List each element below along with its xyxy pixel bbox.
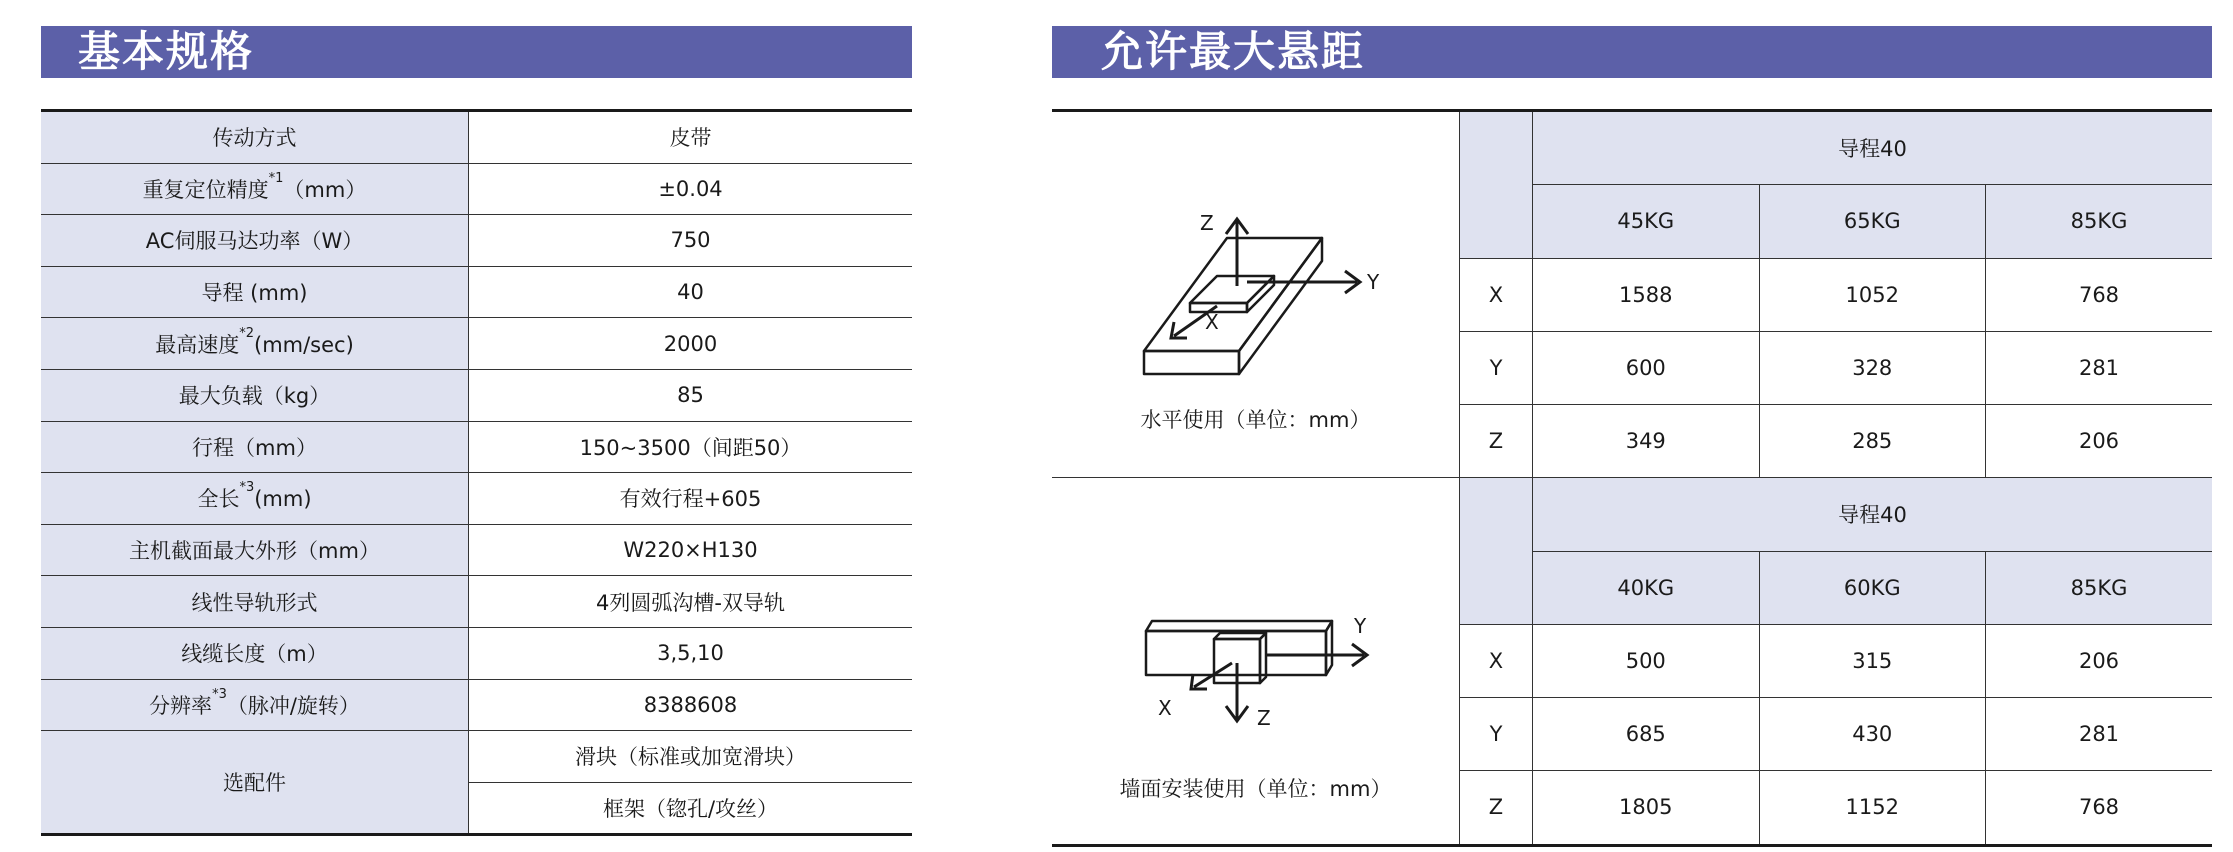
spec-label: 线缆长度（m） (181, 642, 328, 667)
spec-label-cell (41, 266, 469, 318)
value-cell: 285 (1759, 405, 1986, 478)
value-cell: 500 (1533, 624, 1760, 697)
value-cell: 768 (1986, 771, 2213, 845)
spec-label: 全长 (197, 487, 240, 512)
spec-row (41, 111, 912, 164)
options-value: 框架（锪孔/攻丝） (469, 782, 913, 835)
spec-label: 导程 (mm) (201, 281, 308, 306)
spec-label-cell (41, 421, 469, 473)
axis-cell: X (1460, 258, 1533, 331)
footnote-marker: *3 (239, 480, 255, 496)
overhang-table (1052, 109, 2212, 847)
value-cell: 281 (1986, 698, 2213, 771)
section-2-corner (1460, 478, 1533, 625)
options-row (41, 731, 912, 783)
axis-cell: X (1460, 624, 1533, 697)
axis-x-label: X (1158, 695, 1172, 720)
spec-row (41, 421, 912, 473)
value-cell: 328 (1759, 331, 1986, 404)
spec-row (41, 163, 912, 215)
spec-unit: （mm） (283, 177, 367, 202)
spec-row (41, 576, 912, 628)
spec-label: 最大负载（kg） (178, 384, 331, 409)
spec-row (41, 266, 912, 318)
value-cell: 349 (1533, 405, 1760, 478)
spec-label: 行程（mm） (192, 435, 317, 460)
section-1-corner (1460, 111, 1533, 259)
section-2-load: 85KG (1986, 551, 2213, 624)
axis-cell: Y (1460, 331, 1533, 404)
spec-value: 85 (469, 369, 913, 421)
spec-label-cell (41, 473, 469, 525)
spec-label-cell (41, 627, 469, 679)
value-cell: 430 (1759, 698, 1986, 771)
axis-y-label: Y (1367, 270, 1380, 295)
section-1-lead-label: 导程40 (1533, 111, 2213, 185)
value-cell: 281 (1986, 331, 2213, 404)
axis-cell: Z (1460, 405, 1533, 478)
spec-label-cell (41, 163, 469, 215)
spec-value: 150~3500（间距50） (469, 421, 913, 473)
section-2-load: 60KG (1759, 551, 1986, 624)
spec-label: 线性导轨形式 (191, 590, 318, 615)
spec-unit: （脉冲/旋转） (226, 693, 360, 718)
axis-y-label: Y (1354, 613, 1367, 638)
spec-label-cell (41, 215, 469, 267)
spec-label-cell (41, 111, 469, 164)
spec-value: 皮带 (469, 111, 913, 164)
spec-unit: (mm) (254, 487, 312, 512)
value-cell: 1052 (1759, 258, 1986, 331)
value-cell: 600 (1533, 331, 1760, 404)
footnote-marker: *3 (212, 686, 227, 702)
spec-value: 3,5,10 (469, 627, 913, 679)
axis-cell: Y (1460, 698, 1533, 771)
section-2-caption: 墙面安装使用（单位：mm） (1119, 776, 1392, 801)
section-1-lead-row (1052, 111, 2212, 185)
spec-row (41, 369, 912, 421)
spec-label-cell (41, 679, 469, 731)
value-cell: 206 (1986, 405, 2213, 478)
overhang-title: 允许最大悬距 (1052, 26, 2212, 78)
value-cell: 1805 (1533, 771, 1760, 845)
options-value: 滑块（标准或加宽滑块） (469, 731, 913, 783)
section-1-load: 65KG (1759, 185, 1986, 258)
spec-label-cell (41, 318, 469, 370)
spec-value: W220×H130 (469, 524, 913, 576)
section-2-load: 40KG (1533, 551, 1760, 624)
value-cell: 1588 (1533, 258, 1760, 331)
spec-row (41, 627, 912, 679)
value-cell: 768 (1986, 258, 2213, 331)
footnote-marker: *2 (239, 325, 254, 341)
spec-label: AC伺服马达功率（W） (145, 229, 364, 254)
spec-value: 2000 (469, 318, 913, 370)
spec-label: 主机截面最大外形（mm） (129, 539, 380, 564)
section-2-lead-row (1052, 478, 2212, 551)
spec-unit: (mm/sec) (254, 332, 354, 357)
axis-z-label: Z (1200, 211, 1214, 236)
spec-row (41, 318, 912, 370)
spec-label-cell (41, 576, 469, 628)
section-1-figure-cell (1052, 111, 1460, 478)
spec-label: 最高速度 (155, 332, 240, 357)
value-cell: 315 (1759, 624, 1986, 697)
spec-table (41, 109, 912, 836)
section-1-load: 45KG (1533, 185, 1760, 258)
section-2-lead-label: 导程40 (1533, 478, 2213, 551)
spec-row (41, 524, 912, 576)
value-cell: 1152 (1759, 771, 1986, 845)
spec-label-cell (41, 524, 469, 576)
value-cell: 685 (1533, 698, 1760, 771)
footnote-marker: *1 (268, 170, 284, 186)
spec-value: 40 (469, 266, 913, 318)
section-1-load: 85KG (1986, 185, 2213, 258)
spec-value: ±0.04 (469, 163, 913, 215)
spec-label: 分辨率 (149, 693, 213, 718)
spec-label-cell (41, 369, 469, 421)
spec-title: 基本规格 (41, 26, 912, 78)
spec-value: 750 (469, 215, 913, 267)
axis-cell: Z (1460, 771, 1533, 845)
spec-row (41, 679, 912, 731)
spec-value: 有效行程+605 (469, 473, 913, 525)
section-2-figure-cell (1052, 478, 1460, 845)
section-1-caption: 水平使用（单位：mm） (1140, 408, 1371, 433)
spec-label: 重复定位精度 (142, 177, 269, 202)
axis-z-label: Z (1257, 705, 1271, 730)
spec-value: 4列圆弧沟槽-双导轨 (469, 576, 913, 628)
spec-value: 8388608 (469, 679, 913, 731)
spec-row (41, 473, 912, 525)
axis-x-label: X (1205, 310, 1219, 335)
value-cell: 206 (1986, 624, 2213, 697)
spec-label: 传动方式 (212, 126, 297, 151)
spec-row (41, 215, 912, 267)
options-label: 选配件 (41, 731, 469, 835)
